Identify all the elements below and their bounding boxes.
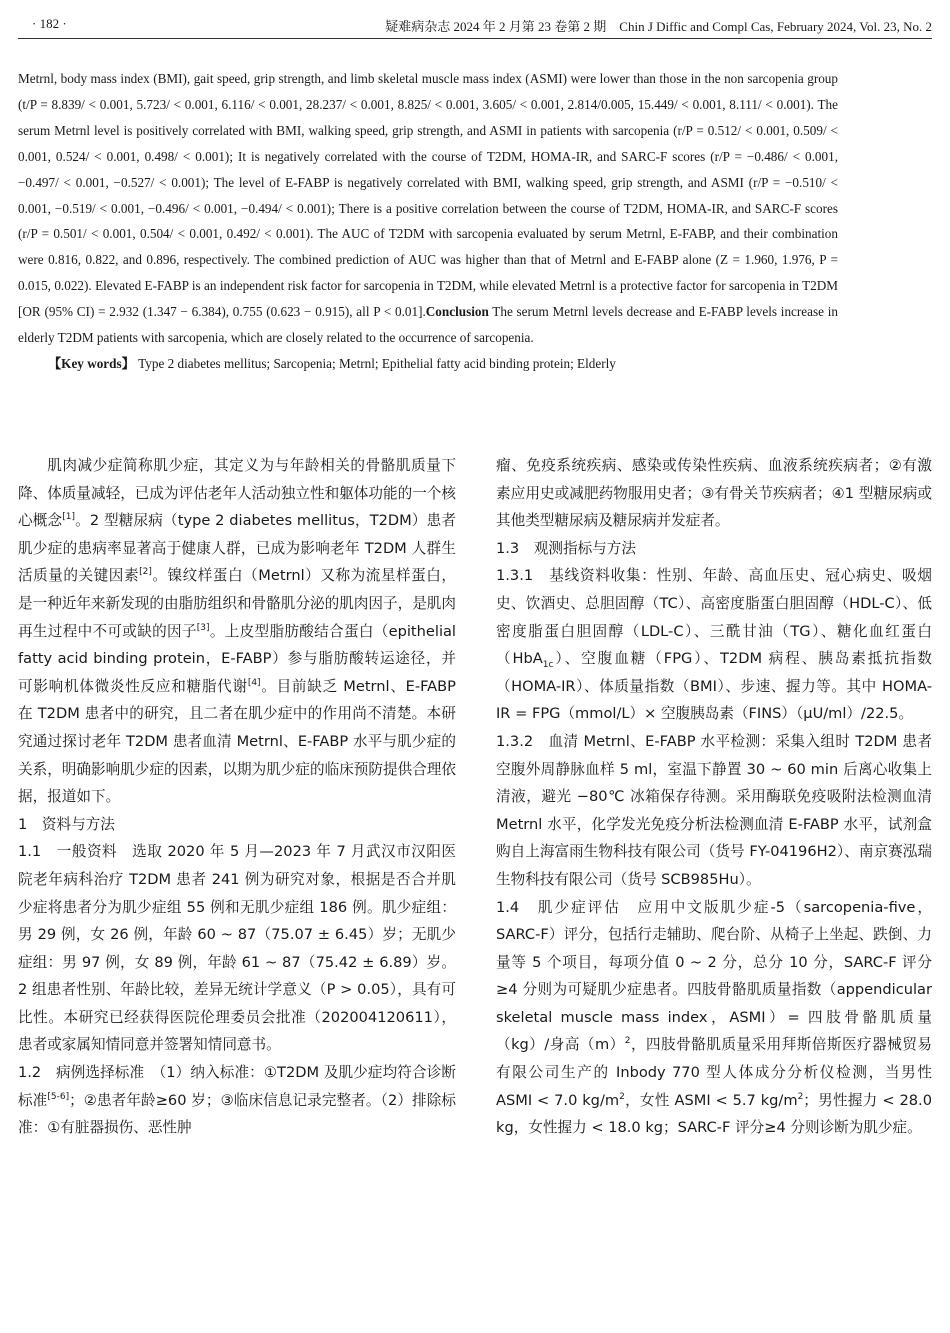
citation-ref[interactable]: [1] <box>62 512 76 523</box>
citation-ref[interactable]: [2] <box>139 567 152 578</box>
english-abstract <box>18 66 838 377</box>
intro-text-c: 。镍纹样蛋白（Metrnl）又称为流星样蛋白，是一种近年来新发现的由脂肪组织和骨骼肌分泌的肌肉因子，是肌肉再生过程中不可或缺的因子 <box>18 567 456 640</box>
superscript: 2 <box>619 1091 625 1102</box>
superscript: 2 <box>624 1036 631 1047</box>
criteria-continuation: 瘤、免疫系统疾病、感染或传染性疾病、血液系统疾病者；②有激素应用史或减肥药物服用史者；③有骨关节疾病者；④1 型糖尿病或其他类型糖尿病及糖尿病并发症者。 <box>496 457 932 530</box>
conclusion-label: Conclusion <box>425 304 489 320</box>
right-column <box>496 452 932 1142</box>
page-number: · 182 · <box>32 16 67 31</box>
baseline-text-b: ）、空腹血糖（FPG）、T2DM 病程、胰岛素抵抗指数（HOMA-IR）、体质量指数（BMI）、步速、握力等。其中 HOMA-IR = FPG（mmol/L）× 空腹胰岛素（FINS）（μU/ml）/22.5。 <box>496 650 932 723</box>
assessment-text-a: 1.4 肌少症评估 应用中文版肌少症-5（sarcopenia-five，SARC-F）评分，包括行走辅助、爬台阶、从椅子上坐起、跌倒、力量等 5 个项目，每项分值 0 ~ 2 分，总分 10 分，SARC-F 评分≥4 分则为可疑肌少症患者。四肢骨骼肌质量指数（appendicular skeletal muscle mass index，ASMI）= 四肢骨骼肌质量（kg）/身高（m） <box>496 898 932 1054</box>
hba1c-subscript: 1c <box>542 660 554 671</box>
abstract-body <box>18 66 838 351</box>
journal-citation: 疑难病杂志 2024 年 2 月第 23 卷第 2 期 Chin J Diffic and Compl Cas, February 2024, Vol. 23, No. 2 <box>385 19 932 34</box>
intro-text-a: 肌肉减少症简称肌少症，其定义为与年龄相关的骨骼肌质量下降、体质量减轻，已成为评估老年人活动独立性和躯体功能的一个核心概念 <box>18 457 456 530</box>
intro-text-d: 。上皮型脂肪酸结合蛋白（epithelial fatty acid binding protein，E-FABP）参与脂肪酸转运途径，并可影响机体微炎性反应和糖脂代谢 <box>18 622 456 695</box>
assessment-text-b: ，四肢骨骼肌质量采用拜斯倍斯医疗器械贸易有限公司生产的 Inbody 770 型人体成分分析仪检测，当男性 ASMI < 7.0 kg/m <box>496 1036 932 1109</box>
superscript: 2 <box>797 1091 804 1102</box>
section-1-3-2-serum-detection: 1.3.2 血清 Metrnl、E-FABP 水平检测：采集入组时 T2DM 患者空腹外周静脉血样 5 ml，室温下静置 30 ~ 60 min 后离心收集上清液，避光 −80℃ 冰箱保存待测。采用酶联免疫吸附法检测血清 Metrnl 水平，化学发光免疫分析法检测血清 E-FABP 水平，试剂盒购自上海富雨生物科技有限公司（货号 FY-04196H2）、南京赛泓瑞生物科技有限公司（货号 SCB985Hu）。 <box>496 732 932 888</box>
section-1-2-criteria <box>18 1059 456 1142</box>
citation-ref[interactable]: [3] <box>196 622 210 633</box>
introduction-paragraph <box>18 452 456 811</box>
intro-text-b: 。2 型糖尿病（type 2 diabetes mellitus，T2DM）患者肌少症的患病率显著高于健康人群，已成为影响老年 T2DM 人群生活质量的关键因素 <box>18 512 456 585</box>
keywords <box>18 351 838 377</box>
section-1-4-sarcopenia-assessment <box>496 894 932 1142</box>
section-1-3-1-baseline <box>496 562 932 728</box>
citation-ref[interactable]: [5-6] <box>47 1091 70 1102</box>
abstract-results-text: Metrnl, body mass index (BMI), gait speed, grip strength, and limb skeletal muscle mass index (ASMI) were lower than those in the non sarcopenia group (t/P = 8.839/ < 0.001, 5.723/ < 0.001, 6.116/ < 0.001, 28.237/ < 0.001, 8.825/ < 0.001, 3.605/ < 0.001, 2.814/0.005, 15.449/ < 0.001, 8.111/ < 0.001). The serum Metrnl level is positively correlated with BMI, walking speed, grip strength, and ASMI in patients with sarcopenia (r/P = 0.512/ < 0.001, 0.509/ < 0.001, 0.524/ < 0.001, 0.498/ < 0.001); It is negatively correlated with the course of T2DM, HOMA-IR, and SARC-F scores (r/P = −0.486/ < 0.001, −0.497/ < 0.001, −0.527/ < 0.001); The level of E-FABP is negatively correlated with BMI, walking speed, grip strength, and ASMI (r/P = −0.510/ < 0.001, −0.519/ < 0.001, −0.496/ < 0.001, −0.494/ < 0.001); There is a positive correlation between the course of T2DM, HOMA-IR, and SARC-F scores (r/P = 0.501/ < 0.001, 0.504/ < 0.001, 0.492/ < 0.001). The AUC of T2DM with sarcopenia evaluated by serum Metrnl, E-FABP, and their combination were 0.816, 0.822, and 0.896, respectively. The combined prediction of AUC was higher than that of Metrnl and E-FABP alone (Z = 1.960, 1.976, P = 0.015, 0.022). Elevated E-FABP is an independent risk factor for sarcopenia in T2DM, while elevated Metrnl is a protective factor for sarcopenia in T2DM [OR (95% CI) = 2.932 (1.347 − 6.384), 0.755 (0.623 − 0.915), all P < 0.01]. <box>18 71 838 320</box>
section-1-3-heading: 1.3 观测指标与方法 <box>496 539 636 557</box>
assessment-text-d: ；男性握力 < 28.0 kg，女性握力 < 18.0 kg；SARC-F 评分≥4 分则诊断为肌少症。 <box>496 1091 932 1137</box>
section-1-1-general-data: 1.1 一般资料 选取 2020 年 5 月—2023 年 7 月武汉市汉阳医院老年病科治疗 T2DM 患者 241 例为研究对象，根据是否合并肌少症将患者分为肌少症组 55 例和无肌少症组 186 例。肌少症组：男 29 例，女 26 例，年龄 60 ~ 87（75.07 ± 6.45）岁；无肌少症组：男 97 例，女 89 例，年龄 61 ~ 87（75.42 ± 6.89）岁。2 组患者性别、年龄比较，差异无统计学意义（P > 0.05），具有可比性。本研究已经获得医院伦理委员会批准（202004120611），患者或家属知情同意并签署知情同意书。 <box>18 843 456 1054</box>
left-column <box>18 452 456 1142</box>
running-header <box>18 10 932 39</box>
criteria-text-b: ；②患者年龄≥60 岁；③临床信息记录完整者。（2）排除标准：①有脏器损伤、恶性肿 <box>18 1091 456 1137</box>
citation-ref[interactable]: [4] <box>247 677 261 688</box>
assessment-text-c: ，女性 ASMI < 5.7 kg/m <box>624 1091 798 1109</box>
keywords-label: 【Key words】 <box>48 355 135 371</box>
intro-text-e: 。目前缺乏 Metrnl、E-FABP 在 T2DM 患者中的研究，且二者在肌少症中的作用尚不清楚。本研究通过探讨老年 T2DM 患者血清 Metrnl、E-FABP 水平与肌少症的关系，明确影响肌少症的因素，以期为肌少症的临床预防提供合理依据，报道如下。 <box>18 677 456 806</box>
keywords-text: Type 2 diabetes mellitus; Sarcopenia; Metrnl; Epithelial fatty acid binding protein; Elderly <box>134 355 616 371</box>
criteria-text-a: 1.2 病例选择标准 （1）纳入标准：①T2DM 及肌少症均符合诊断标准 <box>18 1064 456 1109</box>
baseline-text-a: 1.3.1 基线资料收集：性别、年龄、高血压史、冠心病史、吸烟史、饮酒史、总胆固醇（TC）、高密度脂蛋白胆固醇（HDL-C）、低密度脂蛋白胆固醇（LDL-C）、三酰甘油（TG）、糖化血红蛋白（HbA <box>496 567 932 668</box>
section-heading-methods: 1 资料与方法 <box>18 815 115 833</box>
conclusion-text: The serum Metrnl levels decrease and E-FABP levels increase in elderly T2DM patients with sarcopenia, which are closely related to the occurrence of sarcopenia. <box>18 304 838 346</box>
